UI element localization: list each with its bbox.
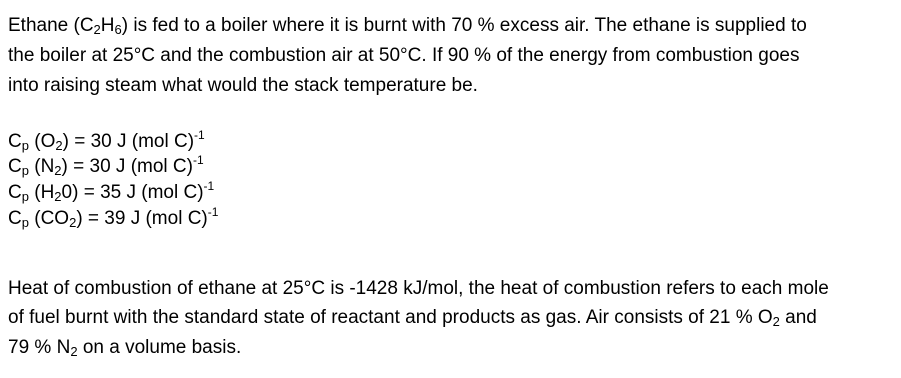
note-line-2: [8, 307, 817, 329]
subscript: 2: [55, 138, 63, 153]
text-segment: C: [8, 208, 22, 229]
text-segment: ) is fed to a boiler where it is burnt with 70 % excess air. The ethane is supplied to: [121, 15, 807, 36]
text-segment: and: [779, 307, 817, 328]
heat-capacity-h2o: [8, 179, 215, 204]
heat-capacity-co2: [8, 205, 219, 230]
subscript: 2: [70, 344, 78, 359]
text-segment: ) = 30 J (mol C): [62, 131, 195, 152]
superscript: -1: [203, 179, 215, 193]
subscript: p: [21, 163, 29, 178]
subscript: p: [21, 215, 29, 230]
text-segment: ) = 30 J (mol C): [61, 156, 193, 177]
superscript: -1: [207, 205, 219, 219]
subscript: 2: [69, 215, 77, 230]
superscript: -1: [194, 128, 205, 142]
subscript: p: [21, 138, 29, 153]
subscript: p: [21, 189, 29, 204]
problem-line-1: [8, 15, 807, 37]
superscript: -1: [192, 153, 204, 167]
note-line-3: [8, 337, 241, 359]
problem-line-3: into raising steam what would the stack temperature be.: [8, 75, 478, 96]
note-line-1: Heat of combustion of ethane at 25°C is -1428 kJ/mol, the heat of combustion refers to each mole: [8, 278, 829, 299]
text-segment: H: [100, 15, 115, 36]
subscript: 2: [772, 314, 780, 329]
text-segment: (H: [28, 182, 55, 203]
subscript: 2: [54, 189, 62, 204]
text-segment: 79 % N: [8, 337, 71, 358]
text-segment: on a volume basis.: [77, 337, 242, 358]
text-segment: (N: [28, 156, 55, 177]
text-segment: ) = 39 J (mol C): [76, 208, 208, 229]
text-segment: 0) = 35 J (mol C): [61, 182, 204, 203]
text-segment: of fuel burnt with the standard state of reactant and products as gas. Air consists of 21 % O: [8, 307, 773, 328]
subscript: 6: [114, 22, 122, 37]
text-segment: C: [8, 131, 22, 152]
problem-line-2: the boiler at 25°C and the combustion air at 50°C. If 90 % of the energy from combustion goes: [8, 45, 800, 66]
heat-capacity-o2: [8, 128, 205, 153]
heat-capacity-n2: [8, 153, 204, 178]
subscript: 2: [93, 22, 101, 37]
text-segment: Ethane (C: [8, 15, 94, 36]
text-segment: C: [8, 156, 22, 177]
subscript: 2: [54, 163, 62, 178]
text-segment: (CO: [28, 208, 70, 229]
text-segment: C: [8, 182, 22, 203]
text-segment: (O: [28, 131, 56, 152]
